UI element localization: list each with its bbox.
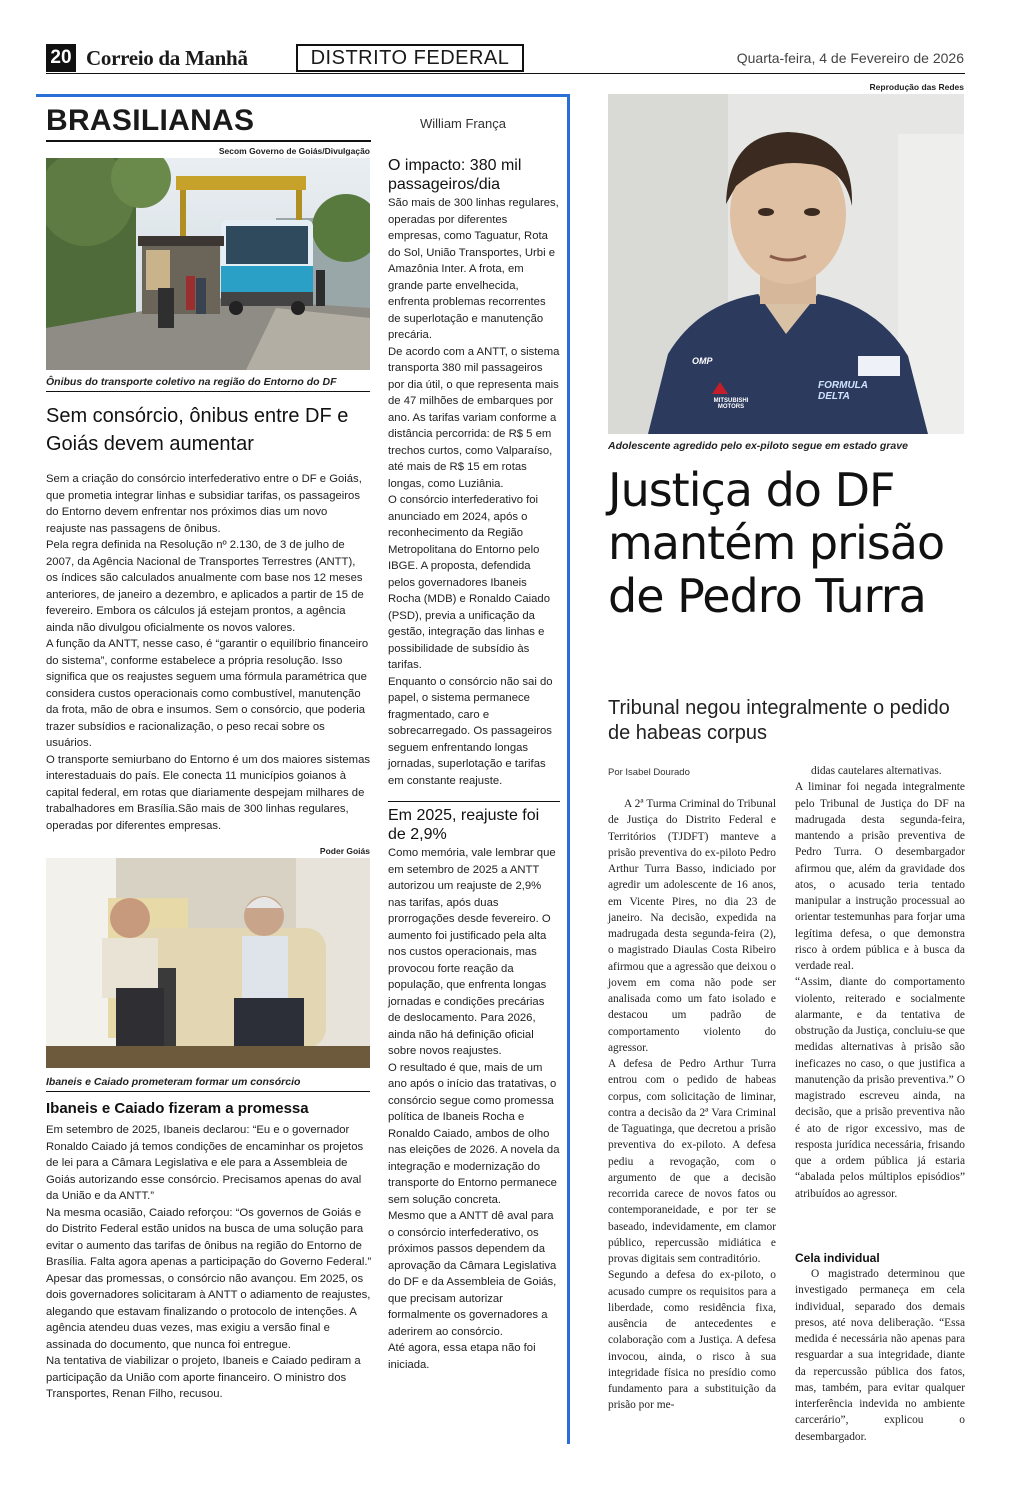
story-body: Sem a criação do consórcio interfederativo entre o DF e Goiás, que prometia integrar linhas e subsidiar tarifas, os passageiros do Entorno devem enfrentar nos próximos dias um novo reajuste nas passagens de ônibus. Pela regra definida na Resolução nº 2.130, de 3 de julho de 2007, da Agência Nacional de Transportes Terrestres (ANTT), os índices são calculados anualmente com base nos 12 meses anteriores, de janeiro a dezembro, e aplicados a partir de 15 de fevereiro. Embora os cálculos já estejam prontos, a agência ainda não divulgou oficialmente os novos valores. A função da ANTT, nesse caso, é “garantir o equilíbrio financeiro do sistema”, conforme estabelece a própria resolução. Isso significa que os reajustes seguem uma fórmula paramétrica que considera custos operacionais como combustível, manutenção da frota, mão de obra e insumos. Sem o consórcio, que poderia trazer subsídios e racionalização, o peso recai sobre os usuários. O transporte semiurbano do Entorno é um dos maiores sistemas interestaduais do país. Ele conecta 11 municípios goianos à capital federal, em rotas que diariamente despejam milhares de trabalhadores em Brasília.São mais de 300 linhas regulares, operadas por diferentes empresas. xyxy=(46,473,370,832)
governors-photo xyxy=(46,858,370,1068)
shirt-logo-text: FORMULA DELTA xyxy=(818,380,868,402)
main-story-column-1: A 2ª Turma Criminal do Tribunal de Justiça do Distrito Federal e Territórios (TJDFT) manteve a prisão preventiva do ex-piloto Pedro Arthur Turra Basso, indiciado por agredir um adolescente de 16 anos, em Vicente Pires, no dia 23 de janeiro. Na decisão, expedida na madrugada desta segunda-feira (2), o magistrado Diaulas Costa Ribeiro afirmou que a agressão que deixou o jovem em coma não pode ser analisada como um fato isolado e destacou um padrão de comportamento violento do agressor. A defesa de Pedro Arthur Turra entrou com o pedido de habeas corpus, com solicitação de liminar, contra a decisão da 2ª Vara Criminal de Taguatinga, que decretou a prisão preventiva do ex-piloto. A defesa pediu a revogação, com o argumento de que a decisão recorrida carece de novos fatos ou contemporaneidade, e por ter se baseado, indevidamente, em clamor público, repercussão midiática e provas digitais sem contraditório. Segundo a defesa do ex-piloto, o acusado cumpre os requisitos para a liberdade, como residência fixa, ausência de antecedentes e colaboração com a Justiça. A defesa invocou, ainda, o risco à sua integridade física no presídio como fundamento para a substituição da prisão por me- xyxy=(608,798,776,1412)
photo-caption: Ibaneis e Caiado prometeram formar um consórcio xyxy=(46,1076,301,1088)
story-headline: O impacto: 380 mil passageiros/dia xyxy=(388,157,522,193)
story-body: Em setembro de 2025, Ibaneis declarou: “Eu e o governador Ronaldo Caiado já temos condições de encaminhar os projetos de lei para a Câmara Legislativa e ele para a Assembleia de Goiás autorizando esse consórcio. Precisamos apenas do aval da União e da ANTT.” Na mesma ocasião, Caiado reforçou: “Os governos de Goiás e do Distrito Federal estão unidos na busca de uma solução para evitar o aumento das tarifas de ônibus na região do Entorno de Brasília. Falta agora apenas a participação do Governo Federal.” Apesar das promessas, o consórcio não avançou. Em 2025, os dois governadores solicitaram à ANTT o adiamento de reajustes, alegando que estavam finalizando o protocolo de intenções. A agência atendeu duas vezes, mas exigiu a versão final e assinada do documento, que nunca foi entregue. Na tentativa de viabilizar o projeto, Ibaneis e Caiado pediram a participação da União com aporte financeiro. O ministro dos Transportes, Renan Filho, recusou. xyxy=(46,1124,372,1400)
main-subtitle: Tribunal negou integralmente o pedido de habeas corpus xyxy=(608,697,950,744)
bus-photo xyxy=(46,158,370,370)
page-number: 20 xyxy=(46,44,76,72)
caption-rule xyxy=(46,391,370,392)
caption-rule xyxy=(46,1091,370,1092)
photo-caption: Ônibus do transporte coletivo na região do Entorno do DF xyxy=(46,376,337,388)
photo-credit: Poder Goiás xyxy=(319,846,370,856)
story-headline: Sem consórcio, ônibus entre DF e Goiás devem aumentar xyxy=(46,405,349,455)
section-label: DISTRITO FEDERAL xyxy=(296,44,524,72)
column-author: William França xyxy=(420,116,506,131)
shirt-logo-text: OMP xyxy=(692,356,713,366)
section-rule xyxy=(388,801,560,802)
issue-date: Quarta-feira, 4 de Fevereiro de 2026 xyxy=(736,50,964,66)
header-rule xyxy=(46,73,965,74)
story-body: Como memória, vale lembrar que em setembro de 2025 a ANTT autorizou um reajuste de 2,9% nas tarifas, após duas prorrogações desde fevereiro. O aumento foi justificado pela alta nos custos operacionais, mas provocou forte reação da população, que enfrenta longas jornadas e condições precárias de deslocamento. Para 2026, ainda não há definição oficial sobre novos reajustes. O resultado é que, mais de um ano após o início das tratativas, o consórcio segue como promessa política de Ibaneis Rocha e Ronaldo Caiado, ambos de olho nas eleições de 2026. A novela da integração e modernização do transporte do Entorno permanece sem solução concreta. Mesmo que a ANTT dê aval para o consórcio interfederativo, os próximos passos dependem da aprovação da Câmara Legislativa do DF e da Assembleia de Goiás, que precisam autorizar formalmente os governadores a aderirem ao consórcio. Até agora, essa etapa não foi iniciada. xyxy=(388,847,560,1371)
portrait-photo xyxy=(608,94,964,434)
story-body: São mais de 300 linhas regulares, operadas por diferentes empresas, como Taguatur, Rota do Sol, União Transportes, Urbi e Amazônia Inter. A frota, em grande parte envelhecida, enfrenta problemas recorrentes de superlotação e manutenção precária. De acordo com a ANTT, o sistema transporta 380 mil passageiros por dia útil, o que representa mais de 47 milhões de embarques por ano. As tarifas variam conforme a distância percorrida: de R$ 5 em trechos curtos, como Valparaíso, até mais de R$ 15 em rotas longas, como Luziânia. O consórcio interfederativo foi anunciado em 2024, após o reconhecimento da Região Metropolitana do Entorno pelo IBGE. A proposta, defendida pelos governadores Ibaneis Rocha (MDB) e Ronaldo Caiado (PSD), previa a unificação da gestão, integração das linhas e possibilidade de subsídio às tarifas. Enquanto o consórcio não sai do papel, o sistema permanece fragmentado, caro e sobrecarregado. Os passageiros seguem enfrentando longas jornadas, superlotação e tarifas em constante reajuste. xyxy=(388,197,560,787)
photo-caption: Adolescente agredido pelo ex-piloto segue em estado grave xyxy=(608,440,908,452)
main-headline: Justiça do DF mantém prisão de Pedro Turra xyxy=(608,463,945,623)
story-headline: Em 2025, reajuste foi de 2,9% xyxy=(388,807,540,843)
main-story-column-2: didas cautelares alternativas. A liminar foi negada integralmente pelo Tribunal de Justiça do DF na madrugada desta segunda-feira, mantendo a prisão preventiva de Pedro Turra. O desembargador afirmou que, além da gravidade dos atos, o acusado teria tentado manipular a instrução processual ao orientar testemunhas para forjar uma legítima defesa, o que demonstra risco à ordem pública e à busca da verdade real. “Assim, diante do comportamento violento, reiterado e socialmente alarmante, e da tentativa de obstrução da Justiça, concluiu-se que medidas alternativas à prisão são ineficazes no caso, o que justifica a manutenção da prisão preventiva.” O magistrado escreveu ainda, na decisão, que a prisão preventiva não é ato de rigor excessivo, mas de resposta jurídica necessária, frisando que a ordem pública já estaria “abalada pelos múltiplos episódios” atribuídos ao agressor. xyxy=(795,765,965,1200)
main-story-subhead: Cela individual xyxy=(795,1251,880,1265)
column-name: BRASILIANAS xyxy=(46,104,255,137)
photo-credit: Reprodução das Redes xyxy=(869,82,964,92)
byline: Por Isabel Dourado xyxy=(608,767,690,778)
newspaper-title: Correio da Manhã xyxy=(86,46,248,70)
photo-credit: Secom Governo de Goiás/Divulgação xyxy=(218,146,370,156)
shirt-logo-text: MITSUBISHI MOTORS xyxy=(713,398,749,410)
column-name-rule xyxy=(46,140,371,142)
main-story-column-2b: O magistrado determinou que investigado permaneça em cela individual, separado dos demais presos, até nova deliberação. “Essa medida é necessária não apenas para resguardar a sua integridade, diante da repercussão pública dos fatos, mas, também, para evitar qualquer interferência indevida no ambiente carcerário”, explicou o desembargador. xyxy=(795,1268,965,1443)
story-headline: Ibaneis e Caiado fizeram a promessa xyxy=(46,1100,309,1117)
